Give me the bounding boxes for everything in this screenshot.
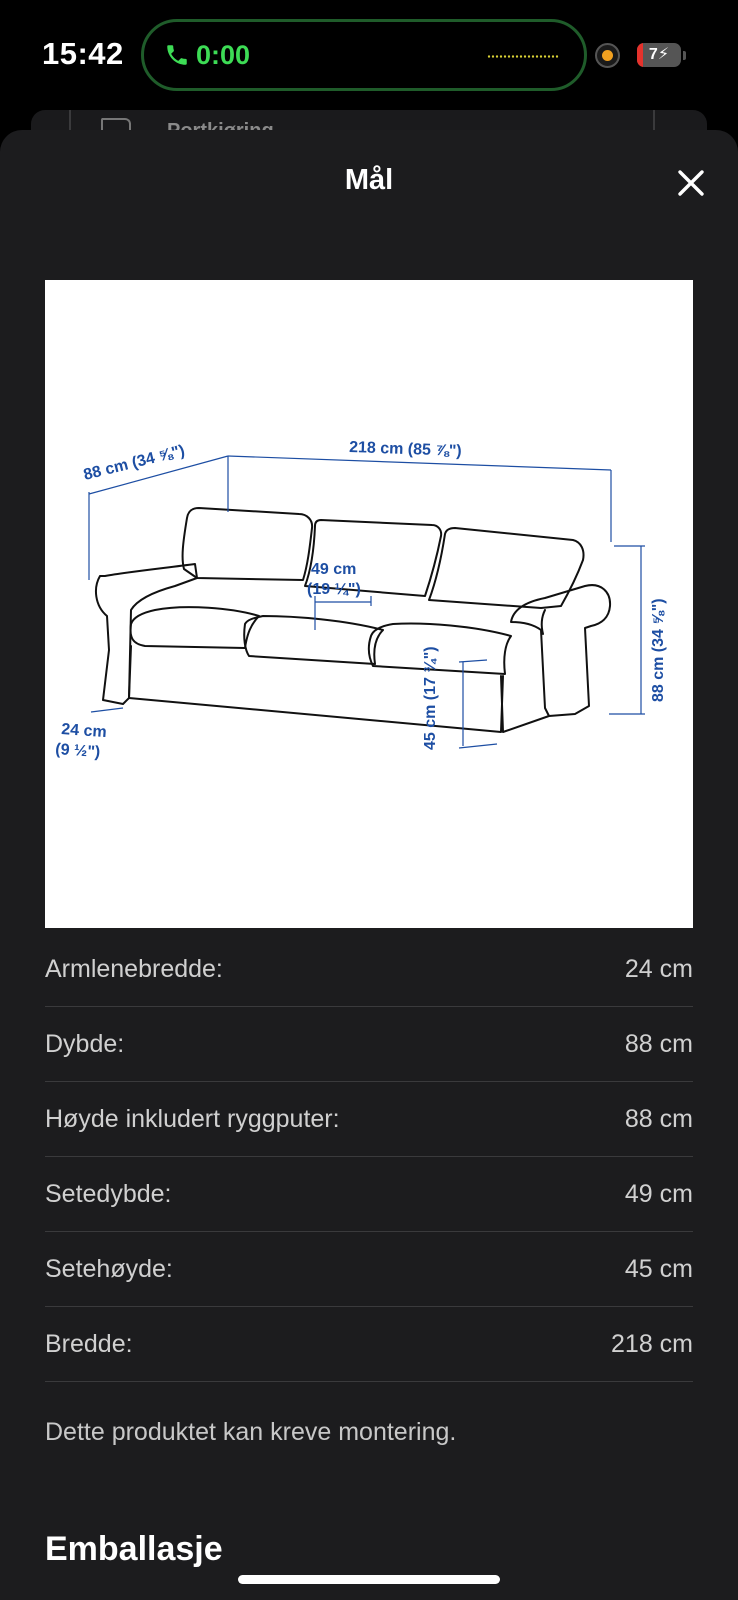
label-seat-depth-cm: 49 cm bbox=[311, 561, 357, 578]
dimension-label: Dybde: bbox=[45, 1029, 125, 1058]
label-depth: 88 cm (34 ⅝") bbox=[81, 442, 187, 484]
microphone-indicator-icon bbox=[595, 43, 620, 68]
dimension-lines bbox=[89, 456, 645, 748]
battery-level: 7 bbox=[648, 46, 658, 63]
dimension-row bbox=[45, 1232, 693, 1307]
dimension-label: Høyde inkludert ryggputer: bbox=[45, 1104, 340, 1133]
dimension-diagram bbox=[45, 280, 693, 928]
battery-fill bbox=[637, 43, 643, 67]
dimension-row bbox=[45, 1307, 693, 1382]
home-indicator[interactable] bbox=[238, 1575, 500, 1584]
call-timer: 0:00 bbox=[196, 40, 251, 70]
dimension-list bbox=[45, 932, 693, 1382]
dimension-label: Bredde: bbox=[45, 1329, 133, 1358]
sofa-outline bbox=[96, 508, 610, 732]
dimension-row bbox=[45, 1082, 693, 1157]
label-seat-depth-in: (19 ¼") bbox=[307, 581, 361, 598]
dimension-label: Setehøyde: bbox=[45, 1254, 173, 1283]
label-arm-width-in: (9 ½") bbox=[54, 741, 101, 762]
assembly-note: Dette produktet kan kreve montering. bbox=[45, 1418, 457, 1446]
battery-nub bbox=[683, 51, 686, 60]
active-call-pill[interactable] bbox=[141, 19, 587, 91]
status-bar bbox=[0, 0, 738, 110]
close-button[interactable] bbox=[676, 168, 706, 198]
dimension-label: Setedybde: bbox=[45, 1179, 172, 1208]
dimension-row bbox=[45, 932, 693, 1007]
call-audio-wave bbox=[487, 55, 559, 58]
label-arm-width-cm: 24 cm bbox=[60, 721, 108, 742]
battery-icon bbox=[637, 43, 681, 67]
charging-bolt-icon: ⚡ bbox=[657, 46, 670, 63]
label-width: 218 cm (85 ⅞") bbox=[348, 439, 462, 460]
status-time: 15:42 bbox=[42, 36, 124, 71]
sheet-title: Mål bbox=[344, 164, 394, 196]
dimension-label: Armlenebredde: bbox=[45, 954, 223, 983]
label-height: 88 cm (34 ⅝") bbox=[650, 598, 667, 702]
dimension-value: 45 cm bbox=[624, 1254, 693, 1283]
phone-icon bbox=[164, 42, 190, 68]
dimension-value: 88 cm bbox=[624, 1029, 693, 1058]
label-seat-height: 45 cm (17 ¾") bbox=[422, 646, 439, 750]
dimension-value: 218 cm bbox=[611, 1329, 693, 1358]
dimension-value: 24 cm bbox=[624, 954, 693, 983]
dimension-value: 88 cm bbox=[624, 1104, 693, 1133]
packaging-heading: Emballasje bbox=[45, 1530, 223, 1568]
dimension-row bbox=[45, 1157, 693, 1232]
dimensions-sheet bbox=[0, 130, 738, 1600]
close-icon bbox=[676, 168, 706, 198]
sofa-drawing bbox=[45, 280, 693, 928]
dimension-value: 49 cm bbox=[624, 1179, 693, 1208]
dimension-row bbox=[45, 1007, 693, 1082]
